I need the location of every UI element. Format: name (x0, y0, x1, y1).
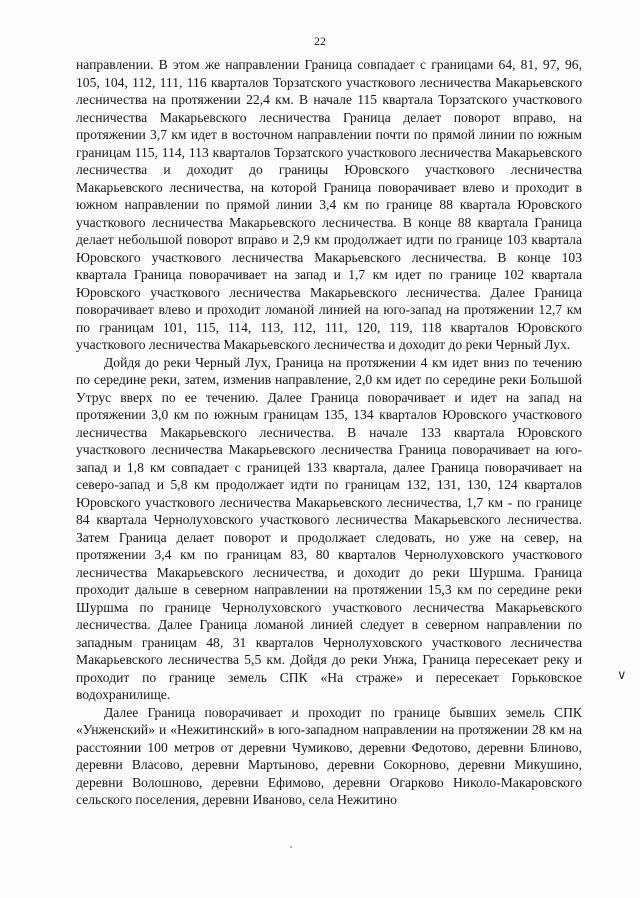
handwritten-check-mark: ∨ (617, 667, 627, 682)
paragraph-3: Далее Граница поворачивает и проходит по границе бывших земель СПК «Унженский» и «Нежитинский» в юго-западном направлении на протяжении 28 км на расстоянии 100 метров от деревни Чумиково, деревни Федотово, деревни Блиново, деревни Власово, деревни Мартыново, деревни Сокорново, деревни Микушино, деревни Волошново, деревни Ефимово, деревни Огарково Николо-Макаровского сельского поселения, деревни Иваново, села Нежитино (76, 704, 582, 807)
page-number: 22 (314, 34, 326, 48)
document-body (76, 56, 582, 809)
paragraph-2: Дойдя до реки Черный Лух, Граница на протяжении 4 км идет вниз по течению по середине реки, затем, изменив направление, 2,0 км идет по середине реки Большой Утрус вверх по ее течению. Далее Граница поворачивает и идет на запад на протяжении 3,0 км по южным границам 135, 134 кварталов Юровского участкового лесничества Макарьевского лесничества. В начале 133 квартала Юровского участкового лесничества Макарьевского лесничества Граница поворачивает на юго-запад и 1,8 км совпадает с границей 133 квартала, далее Граница поворачивает на северо-запад и 5,8 км продолжает идти по границам 132, 131, 130, 124 кварталов Юровского участкового лесничества Макарьевского лесничества, 1,7 км - по границе 84 квартала Чернолуховского участкового лесничества Макарьевского лесничества. Затем Граница делает поворот и продолжает следовать, но уже на север, на протяжении 3,4 км по границам 83, 80 кварталов Чернолуховского участкового лесничества Макарьевского лесничества, и доходит до реки Шуршма. Граница проходит дальше в северном направлении на протяжении 15,3 км по середине реки Шуршма по границе Чернолуховского участкового лесничества Макарьевского лесничества. Далее Граница ломаной линией следует в северном направлении по западным границам 48, 31 кварталов Чернолуховского участкового лесничества Макарьевского лесничества 5,5 км. Дойдя до реки Унжа, Граница пересекает реку и проходит по границе земель СПК «На страже» и пересекает Горьковское водохранилище. (76, 354, 582, 702)
paragraph-1: направлении. В этом же направлении Граница совпадает с границами 64, 81, 97, 96, 105, 104, 112, 111, 116 кварталов Торзатского участкового лесничества Макарьевского лесничества на протяжении 22,4 км. В начале 115 квартала Торзатского участкового лесничества Макарьевского лесничества Граница делает поворот вправо, на протяжении 3,7 км идет в восточном направлении почти по прямой линии по южным границам 115, 114, 113 кварталов Торзатского участкового лесничества Макарьевского лесничества и доходит до границы Юровского участкового лесничества Макарьевского лесничества, на которой Граница поворачивает влево и проходит в южном направлении по прямой линии 3,4 км по границе 88 квартала Юровского участкового лесничества Макарьевского лесничества. В конце 88 квартала Граница делает небольшой поворот вправо и 2,9 км продолжает идти по границе 103 квартала Юровского участкового лесничества Макарьевского лесничества. В конце 103 квартала Граница поворачивает на запад и 1,7 км идет по границе 102 квартала Юровского участкового лесничества Макарьевского лесничества. Далее Граница поворачивает влево и проходит ломаной линией на юго-запад на протяжении 12,7 км по границам 101, 115, 114, 113, 112, 111, 120, 119, 118 кварталов Юровского участкового лесничества Макарьевского лесничества и доходит до реки Черный Лух. (76, 57, 582, 352)
scan-speck (290, 846, 292, 848)
